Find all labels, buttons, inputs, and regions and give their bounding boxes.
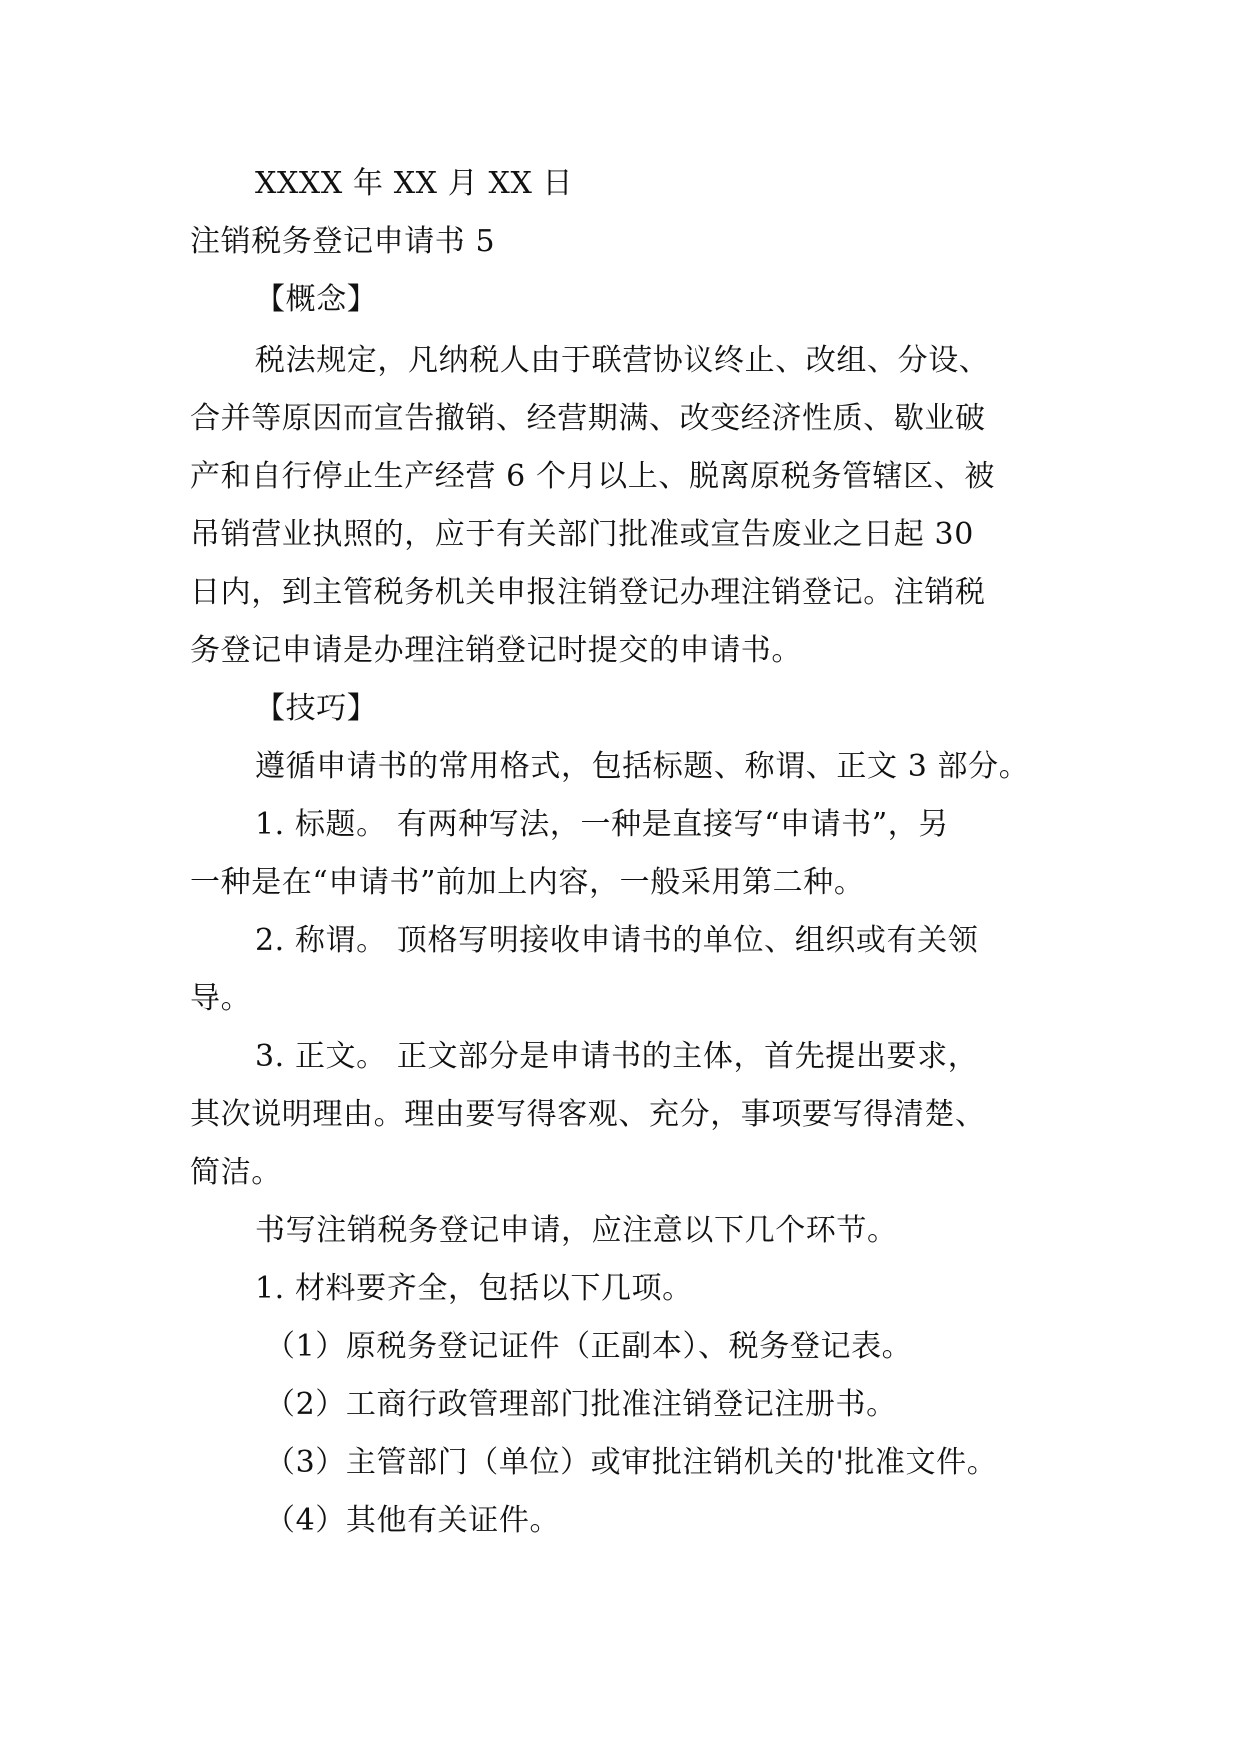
materials-item: （3）主管部门（单位）或审批注销机关的'批准文件。	[265, 1445, 998, 1480]
skill-line: 其次说明理由。理由要写得客观、充分，事项要写得清楚、	[190, 1097, 986, 1132]
notes-intro: 书写注销税务登记申请，应注意以下几个环节。	[255, 1213, 898, 1248]
concept-heading: 【概念】	[255, 282, 378, 317]
document-title: 注销税务登记申请书 5	[190, 224, 496, 259]
concept-line: 吊销营业执照的，应于有关部门批准或宣告废业之日起 30	[190, 517, 974, 552]
skill-line: 导。	[190, 981, 252, 1016]
concept-line: 合并等原因而宣告撤销、经营期满、改变经济性质、歇业破	[190, 401, 986, 436]
skill-line: 一种是在“申请书”前加上内容，一般采用第二种。	[190, 865, 865, 900]
concept-line: 税法规定，凡纳税人由于联营协议终止、改组、分设、	[255, 343, 990, 378]
skill-line: 2. 称谓。 顶格写明接收申请书的单位、组织或有关领	[255, 923, 979, 958]
skill-heading: 【技巧】	[255, 691, 378, 726]
skill-line: 遵循申请书的常用格式，包括标题、称谓、正文 3 部分。	[255, 749, 1030, 784]
concept-line: 产和自行停止生产经营 6 个月以上、脱离原税务管辖区、被	[190, 459, 995, 494]
date-line: XXXX 年 XX 月 XX 日	[255, 166, 574, 201]
concept-line: 日内，到主管税务机关申报注销登记办理注销登记。注销税	[190, 575, 986, 610]
skill-line: 1. 标题。 有两种写法，一种是直接写“申请书”，另	[255, 807, 949, 842]
materials-item: （2）工商行政管理部门批准注销登记注册书。	[265, 1387, 897, 1422]
skill-line: 3. 正文。 正文部分是申请书的主体，首先提出要求，	[255, 1039, 979, 1074]
materials-item: （4）其他有关证件。	[265, 1503, 561, 1538]
materials-item: （1）原税务登记证件（正副本）、税务登记表。	[265, 1329, 913, 1364]
concept-line: 务登记申请是办理注销登记时提交的申请书。	[190, 633, 802, 668]
materials-heading: 1. 材料要齐全，包括以下几项。	[255, 1271, 693, 1306]
skill-line: 简洁。	[190, 1155, 282, 1190]
